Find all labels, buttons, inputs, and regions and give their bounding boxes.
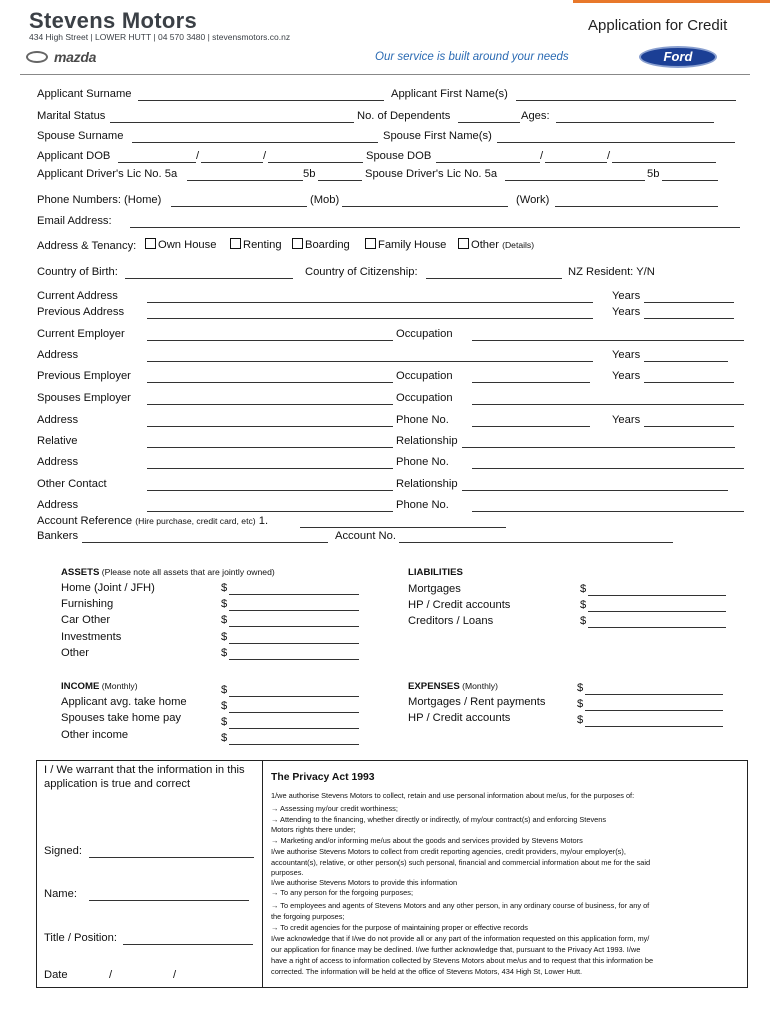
currency-sign: $ bbox=[221, 598, 228, 610]
income-title: INCOME bbox=[61, 681, 100, 692]
currency-sign: $ bbox=[580, 583, 587, 595]
email-field[interactable] bbox=[130, 227, 740, 228]
dob-slash: / bbox=[196, 150, 200, 162]
expenses-note: (Monthly) bbox=[462, 681, 498, 691]
birth-field[interactable] bbox=[125, 278, 293, 279]
spouses-phone-label: Phone No. bbox=[396, 414, 449, 426]
phone-mob-label: (Mob) bbox=[310, 194, 340, 206]
privacy-line: → Attending to the financing, whether directly or indirectly, of my/our contract(s) and enforcing Stevens bbox=[271, 815, 607, 824]
page-title: Application for Credit bbox=[588, 17, 728, 34]
citizenship-label: Country of Citizenship: bbox=[305, 266, 418, 278]
current-years-label: Years bbox=[612, 290, 641, 302]
title-position-label: Title / Position: bbox=[44, 932, 117, 944]
other-relationship-label: Relationship bbox=[396, 478, 458, 490]
other-phone-label: Phone No. bbox=[396, 499, 449, 511]
spouse-surname-label: Spouse Surname bbox=[37, 130, 124, 142]
other-phone-field[interactable] bbox=[472, 511, 744, 512]
income-amount-field[interactable] bbox=[229, 696, 359, 697]
asset-amount-field[interactable] bbox=[229, 610, 359, 611]
privacy-line: accountant(s), relative, or other person(s) such personal, financial and commercial information about me for the said bbox=[271, 858, 651, 867]
asset-item: Furnishing bbox=[61, 598, 114, 610]
privacy-line: Motors rights there under; bbox=[271, 825, 356, 834]
income-item: Spouses take home pay bbox=[61, 712, 182, 724]
lic-5a-field[interactable] bbox=[187, 180, 303, 181]
currency-sign: $ bbox=[221, 700, 228, 712]
spouses-occupation-label: Occupation bbox=[396, 392, 453, 404]
spouse-surname-field[interactable] bbox=[132, 142, 378, 143]
account-no-field[interactable] bbox=[399, 542, 673, 543]
employer-address-field[interactable] bbox=[147, 361, 593, 362]
current-employer-field[interactable] bbox=[147, 340, 393, 341]
asset-item: Investments bbox=[61, 631, 122, 643]
spouses-years-label: Years bbox=[612, 414, 641, 426]
spouse-dob-slash: / bbox=[540, 150, 544, 162]
currency-sign: $ bbox=[221, 684, 228, 696]
privacy-line: 1/we authorise Stevens Motors to collect, retain and use personal information about me/us, for the purposes of: bbox=[271, 791, 635, 800]
employer-years-label: Years bbox=[612, 349, 641, 361]
spouse-lic-5b-field[interactable] bbox=[662, 180, 718, 181]
account-ref-num: 1. bbox=[258, 515, 269, 527]
assets-title: ASSETS bbox=[61, 567, 100, 578]
name-label: Name: bbox=[44, 888, 77, 900]
spouse-dob-day-field[interactable] bbox=[436, 162, 540, 163]
first-names-label: Applicant First Name(s) bbox=[391, 88, 508, 100]
warrant-line: application is true and correct bbox=[44, 778, 191, 790]
warrant-line: I / We warrant that the information in this bbox=[44, 764, 245, 776]
income-item: Applicant avg. take home bbox=[61, 696, 187, 708]
account-ref-text: Account Reference bbox=[37, 515, 133, 527]
name-field[interactable] bbox=[89, 900, 249, 901]
privacy-line: I/we authorise Stevens Motors to collect from credit reporting agencies, credit providers, my/our employer(s), bbox=[271, 847, 626, 856]
expenses-title: EXPENSES bbox=[408, 681, 460, 692]
ford-logo: Ford bbox=[639, 46, 717, 68]
relative-phone-field[interactable] bbox=[472, 468, 744, 469]
phone-mob-field[interactable] bbox=[342, 206, 508, 207]
liability-item: Mortgages bbox=[408, 583, 461, 595]
income-amount-field[interactable] bbox=[229, 712, 359, 713]
asset-amount-field[interactable] bbox=[229, 643, 359, 644]
relative-address-field[interactable] bbox=[147, 468, 393, 469]
spouse-dob-slash: / bbox=[607, 150, 611, 162]
privacy-line: → To any person for the forgoing purposes; bbox=[271, 888, 414, 897]
previous-years-field[interactable] bbox=[644, 318, 734, 319]
spouses-occupation-field[interactable] bbox=[472, 404, 744, 405]
other-relationship-field[interactable] bbox=[462, 490, 728, 491]
mazda-logo-icon bbox=[26, 51, 48, 63]
current-address-field[interactable] bbox=[147, 302, 593, 303]
liability-amount-field[interactable] bbox=[588, 611, 726, 612]
employer-years-field[interactable] bbox=[644, 361, 728, 362]
phone-work-field[interactable] bbox=[555, 206, 718, 207]
dealer-address: 434 High Street | LOWER HUTT | 04 570 3480 | stevensmotors.co.nz bbox=[29, 32, 291, 42]
privacy-line: → To employees and agents of Stevens Motors and any other person, in any ordinary course of business, for any of bbox=[271, 901, 650, 910]
previous-occupation-label: Occupation bbox=[396, 370, 453, 382]
birth-label: Country of Birth: bbox=[37, 266, 118, 278]
lic-label: Applicant Driver's Lic No. 5a bbox=[37, 168, 178, 180]
spouse-first-field[interactable] bbox=[497, 142, 735, 143]
phone-work-label: (Work) bbox=[516, 194, 550, 206]
spouses-employer-field[interactable] bbox=[147, 404, 393, 405]
assets-note: (Please note all assets that are jointly owned) bbox=[101, 567, 275, 577]
privacy-line: purposes. bbox=[271, 868, 304, 877]
citizenship-field[interactable] bbox=[426, 278, 562, 279]
liabilities-title: LIABILITIES bbox=[408, 567, 463, 578]
previous-address-field[interactable] bbox=[147, 318, 593, 319]
previous-occupation-field[interactable] bbox=[472, 382, 590, 383]
asset-item: Other bbox=[61, 647, 89, 659]
surname-field[interactable] bbox=[138, 100, 384, 101]
lic-5b-field[interactable] bbox=[318, 180, 362, 181]
account-ref-field[interactable] bbox=[300, 527, 506, 528]
privacy-line: → Marketing and/or informing me/us about the goods and services provided by Stevens Motors bbox=[271, 836, 583, 845]
ages-field[interactable] bbox=[556, 122, 714, 123]
asset-amount-field[interactable] bbox=[229, 626, 359, 627]
expense-amount-field[interactable] bbox=[585, 710, 723, 711]
brand-name: Stevens Motors bbox=[29, 8, 198, 33]
spouses-phone-field[interactable] bbox=[472, 426, 590, 427]
own-house-option[interactable] bbox=[143, 238, 216, 251]
expenses-heading bbox=[408, 681, 498, 692]
spouses-employer-address-field[interactable] bbox=[147, 426, 393, 427]
signed-label: Signed: bbox=[44, 845, 82, 857]
currency-sign: $ bbox=[221, 732, 228, 744]
current-occupation-label: Occupation bbox=[396, 328, 453, 340]
spouses-employer-label: Spouses Employer bbox=[37, 392, 131, 404]
other-tenancy-option[interactable] bbox=[456, 238, 534, 251]
privacy-line: our application for finance may be declined. I/we further acknowledge that, pursuant to the Privacy Act 1993. I/we bbox=[271, 945, 641, 954]
employer-address-label: Address bbox=[37, 349, 79, 361]
family-house-text: Family House bbox=[378, 239, 447, 251]
boarding-checkbox[interactable] bbox=[292, 238, 303, 249]
income-item: Other income bbox=[61, 729, 129, 741]
other-tenancy-text: Other bbox=[471, 239, 499, 251]
spouse-lic-label: Spouse Driver's Lic No. 5a bbox=[365, 168, 498, 180]
income-amount-field[interactable] bbox=[229, 744, 359, 745]
spouses-years-field[interactable] bbox=[644, 426, 734, 427]
dependents-label: No. of Dependents bbox=[357, 110, 451, 122]
first-names-field[interactable] bbox=[516, 100, 736, 101]
spouse-dob-month-field[interactable] bbox=[545, 162, 607, 163]
previous-employer-years-label: Years bbox=[612, 370, 641, 382]
privacy-line: I/we authorise Stevens Motors to provide this information bbox=[271, 878, 458, 887]
current-years-field[interactable] bbox=[644, 302, 734, 303]
income-note: (Monthly) bbox=[101, 681, 138, 691]
dependents-field[interactable] bbox=[458, 122, 520, 123]
asset-amount-field[interactable] bbox=[229, 659, 359, 660]
ages-label: Ages: bbox=[521, 110, 550, 122]
spouses-employer-address-label: Address bbox=[37, 414, 79, 426]
dob-label: Applicant DOB bbox=[37, 150, 111, 162]
current-occupation-field[interactable] bbox=[472, 340, 744, 341]
other-contact-label: Other Contact bbox=[37, 478, 107, 490]
expense-amount-field[interactable] bbox=[585, 726, 723, 727]
relative-address-label: Address bbox=[37, 456, 79, 468]
other-address-label: Address bbox=[37, 499, 79, 511]
expense-item: Mortgages / Rent payments bbox=[408, 696, 546, 708]
previous-years-label: Years bbox=[612, 306, 641, 318]
currency-sign: $ bbox=[577, 714, 584, 726]
surname-label: Applicant Surname bbox=[37, 88, 132, 100]
renting-option[interactable] bbox=[228, 238, 282, 251]
current-employer-label: Current Employer bbox=[37, 328, 125, 340]
spouse-lic-5a-field[interactable] bbox=[505, 180, 645, 181]
liability-amount-field[interactable] bbox=[588, 627, 726, 628]
account-ref-label bbox=[37, 515, 268, 527]
phone-home-label: Phone Numbers: (Home) bbox=[37, 194, 162, 206]
income-amount-field[interactable] bbox=[229, 728, 359, 729]
current-address-label: Current Address bbox=[37, 290, 118, 302]
family-house-option[interactable] bbox=[363, 238, 446, 251]
expense-amount-field[interactable] bbox=[585, 694, 723, 695]
phone-home-field[interactable] bbox=[171, 206, 307, 207]
dob-slash: / bbox=[263, 150, 267, 162]
lic-5b-label: 5b bbox=[303, 168, 316, 180]
date-slash: / bbox=[173, 969, 177, 981]
details-note: (Details) bbox=[502, 240, 535, 250]
currency-sign: $ bbox=[221, 716, 228, 728]
relative-field[interactable] bbox=[147, 447, 393, 448]
signature-field[interactable] bbox=[89, 857, 254, 858]
nz-resident-label: NZ Resident: Y/N bbox=[568, 266, 655, 278]
date-slash: / bbox=[109, 969, 113, 981]
spouse-lic-5b-label: 5b bbox=[647, 168, 660, 180]
page-header bbox=[0, 0, 770, 80]
currency-sign: $ bbox=[221, 582, 228, 594]
email-label: Email Address: bbox=[37, 215, 112, 227]
expense-item: HP / Credit accounts bbox=[408, 712, 511, 724]
relative-label: Relative bbox=[37, 435, 78, 447]
spouse-dob-year-field[interactable] bbox=[612, 162, 716, 163]
renting-checkbox[interactable] bbox=[230, 238, 241, 249]
header-divider bbox=[20, 74, 750, 75]
bankers-field[interactable] bbox=[82, 542, 328, 543]
liability-item: Creditors / Loans bbox=[408, 615, 494, 627]
currency-sign: $ bbox=[221, 647, 228, 659]
spouse-first-label: Spouse First Name(s) bbox=[383, 130, 492, 142]
currency-sign: $ bbox=[580, 615, 587, 627]
currency-sign: $ bbox=[577, 682, 584, 694]
previous-employer-label: Previous Employer bbox=[37, 370, 131, 382]
liability-item: HP / Credit accounts bbox=[408, 599, 511, 611]
previous-employer-years-field[interactable] bbox=[644, 382, 734, 383]
liability-amount-field[interactable] bbox=[588, 595, 726, 596]
relative-phone-label: Phone No. bbox=[396, 456, 449, 468]
own-house-checkbox[interactable] bbox=[145, 238, 156, 249]
relative-relationship-field[interactable] bbox=[462, 447, 735, 448]
account-ref-note: (Hire purchase, credit card, etc) bbox=[135, 516, 256, 526]
asset-amount-field[interactable] bbox=[229, 594, 359, 595]
privacy-title: The Privacy Act 1993 bbox=[271, 772, 375, 783]
mazda-wordmark: mazda bbox=[54, 49, 97, 65]
dob-year-field[interactable] bbox=[268, 162, 363, 163]
renting-text: Renting bbox=[243, 239, 282, 251]
income-heading bbox=[61, 681, 138, 692]
account-no-label: Account No. bbox=[335, 530, 396, 542]
dob-month-field[interactable] bbox=[201, 162, 263, 163]
boarding-option[interactable] bbox=[290, 238, 350, 251]
other-contact-field[interactable] bbox=[147, 490, 393, 491]
boarding-text: Boarding bbox=[305, 239, 350, 251]
title-position-field[interactable] bbox=[123, 944, 253, 945]
asset-item: Car Other bbox=[61, 614, 111, 626]
other-address-field[interactable] bbox=[147, 511, 393, 512]
own-house-text: Own House bbox=[158, 239, 217, 251]
family-house-checkbox[interactable] bbox=[365, 238, 376, 249]
bankers-label: Bankers bbox=[37, 530, 79, 542]
tenancy-label: Address & Tenancy: bbox=[37, 240, 137, 252]
privacy-line: corrected. The information will be held at the office of Stevens Motors, 434 High St, Lower Hutt. bbox=[271, 967, 583, 976]
currency-sign: $ bbox=[221, 631, 228, 643]
dob-day-field[interactable] bbox=[118, 162, 196, 163]
marital-label: Marital Status bbox=[37, 110, 106, 122]
spouse-dob-label: Spouse DOB bbox=[366, 150, 432, 162]
currency-sign: $ bbox=[580, 599, 587, 611]
tagline: Our service is built around your needs bbox=[375, 51, 569, 63]
previous-employer-field[interactable] bbox=[147, 382, 393, 383]
asset-item: Home (Joint / JFH) bbox=[61, 582, 155, 594]
privacy-line: the forgoing purposes; bbox=[271, 912, 345, 921]
accent-bar bbox=[573, 0, 770, 3]
currency-sign: $ bbox=[577, 698, 584, 710]
other-tenancy-checkbox[interactable] bbox=[458, 238, 469, 249]
privacy-line: have a right of access to information collected by Stevens Motors about me/us and to request that this information be bbox=[271, 956, 654, 965]
privacy-line: → To credit agencies for the purpose of maintaining proper or effective records bbox=[271, 923, 528, 932]
date-label: Date bbox=[44, 969, 68, 981]
privacy-line: I/we acknowledge that if I/we do not provide all or any part of the information requested on this application form, my/ bbox=[271, 934, 650, 943]
privacy-line: → Assessing my/our credit worthiness; bbox=[271, 804, 398, 813]
relative-relationship-label: Relationship bbox=[396, 435, 458, 447]
previous-address-label: Previous Address bbox=[37, 306, 125, 318]
currency-sign: $ bbox=[221, 614, 228, 626]
assets-heading bbox=[61, 567, 275, 578]
marital-field[interactable] bbox=[110, 122, 354, 123]
